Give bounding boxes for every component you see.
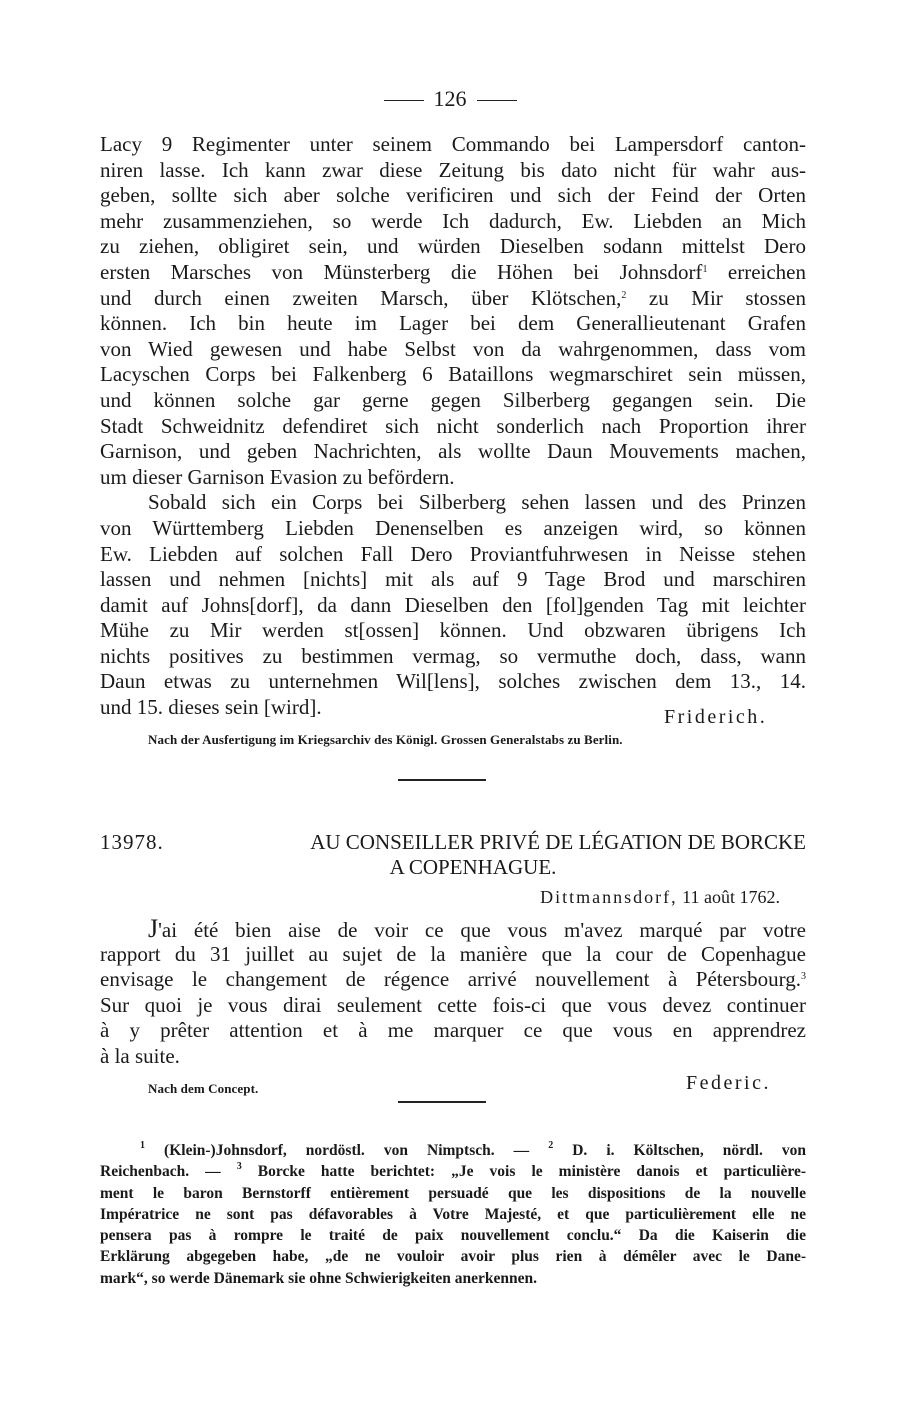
text-line: nichts positives zu bestimmen vermag, so vermuthe doch, dass, wann — [100, 643, 806, 668]
text-line: geben, sollte sich aber solche verificiren und sich der Feind der Orten — [100, 183, 806, 208]
text-line: à y prêter attention et à me marquer ce que vous en apprendrez — [100, 1018, 806, 1043]
text-line — [100, 286, 806, 312]
heading-subtitle: A COPENHAGUE. — [389, 855, 557, 879]
text-line — [100, 260, 806, 286]
text-line: lassen und nehmen [nichts] mit als auf 9 Tage Brod und marschiren — [100, 567, 806, 592]
text-line: Stadt Schweidnitz defendiret sich nicht sonderlich nach Proportion ihrer — [100, 413, 806, 438]
footnote-marker: 2 — [548, 1140, 554, 1151]
text-segment: ersten Marsches von Münsterberg die Höhen bei Johnsdorf — [100, 259, 703, 284]
text-line: und können solche gar gerne gegen Silberberg gegangen sein. Die — [100, 387, 806, 412]
text-line: damit auf Johns[dorf], da dann Dieselben den [fol]genden Tag mit leichter — [100, 592, 806, 617]
text-line: können. Ich bin heute im Lager bei dem Generallieutenant Grafen — [100, 311, 806, 336]
text-line: rapport du 31 juillet au sujet de la manière que la cour de Copenhague — [100, 941, 806, 966]
text-line: Garnison, und geben Nachrichten, als wollte Daun Mouvements machen, — [100, 439, 806, 464]
footnote-line: ment le baron Bernstorff entièrement persuadé que les dispositions de la nouvelle — [100, 1184, 806, 1202]
text-line: niren lasse. Ich kann zwar diese Zeitung bis dato nicht für wahr aus- — [100, 157, 806, 182]
footnote-line: pensera pas à rompre le traité de paix nouvellement conclu.“ Da die Kaiserin die — [100, 1227, 806, 1245]
footnote-ref: 2 — [621, 289, 627, 301]
footnote-text: D. i. Költschen, nördl. von — [553, 1142, 806, 1159]
text-line: à la suite. — [100, 1043, 180, 1068]
footnote-line: Impératrice ne sont pas défavorables à Votre Majesté, et que particulièrement elle ne — [100, 1205, 806, 1223]
text-line: Lacy 9 Regimenter unter seinem Commando bei Lampersdorf canton- — [100, 132, 806, 156]
footnote-line: Erklärung abgegeben habe, „de ne vouloir avoir plus rien à démêler avec le Dane- — [100, 1248, 806, 1266]
text-line: Daun etwas zu unternehmen Wil[lens], solches zwischen dem 13., 14. — [100, 669, 806, 694]
text-line — [100, 967, 806, 993]
text-segment: envisage le changement de régence arrivé nouvellement à Pétersbourg. — [100, 967, 801, 992]
letter-body-1 — [100, 132, 806, 721]
footnote-marker: 1 — [140, 1140, 145, 1151]
footnote-text: Reichenbach. — — [100, 1163, 237, 1181]
page-number-value: 126 — [433, 86, 467, 111]
footnote-marker: 3 — [236, 1161, 242, 1173]
text-segment: zu Mir stossen — [626, 285, 806, 310]
text-line: um dieser Garnison Evasion zu befördern. — [100, 464, 455, 489]
text-line: von Wied gewesen und habe Selbst von da wahrgenommen, dass vom — [100, 336, 806, 361]
text-segment: erreichen — [707, 259, 807, 284]
footnote-divider — [398, 1101, 486, 1103]
source-note-1: Nach der Ausfertigung im Kriegsarchiv des Königl. Grossen Generalstabs zu Berlin. — [148, 732, 623, 747]
text-segment: und durch einen zweiten Marsch, über Klötschen, — [100, 285, 622, 310]
date-day: 11 août 1762. — [677, 887, 780, 907]
footnotes — [100, 1140, 806, 1289]
footnote-line — [100, 1161, 806, 1182]
page-number — [0, 86, 900, 112]
text-line — [100, 916, 806, 942]
text-line: Sur quoi je vous dirai seulement cette fois-ci que vous devez continuer — [100, 992, 806, 1017]
page-number-dash-right — [477, 100, 517, 101]
text-line: und 15. dieses sein [wird]. — [100, 695, 322, 720]
signature-federic: Federic. — [686, 1072, 771, 1094]
date-place: Dittmannsdorf, — [540, 887, 678, 907]
section-divider — [398, 779, 486, 781]
signature-friderich: Friderich. — [664, 706, 768, 728]
text-line: Mühe zu Mir werden st[ossen] können. Und obzwaren übrigens Ich — [100, 618, 806, 643]
text-line: Ew. Liebden auf solchen Fall Dero Proviantfuhrwesen in Neisse stehen — [100, 541, 806, 566]
dropcap: J — [148, 914, 159, 943]
footnote-ref: 1 — [702, 263, 708, 275]
dateline — [540, 887, 780, 908]
heading-line — [100, 830, 806, 855]
letter-heading-2 — [100, 830, 806, 880]
footnote-line: mark“, so werde Dänemark sie ohne Schwierigkeiten anerkennen. — [100, 1269, 537, 1287]
letter-number: 13978. — [100, 830, 164, 854]
text-segment: 'ai été bien aise de voir ce que vous m'avez marqué par votre — [158, 918, 806, 942]
text-line: Lacyschen Corps bei Falkenberg 6 Bataillons wegmarschiret sein müssen, — [100, 362, 806, 387]
source-note-2: Nach dem Concept. — [148, 1081, 259, 1096]
footnote-text: Borcke hatte berichtet: „Je vois le ministère danois et particulière- — [241, 1163, 807, 1181]
footnote-ref: 3 — [801, 971, 806, 983]
page-number-dash-left — [384, 100, 424, 101]
footnote-text: (Klein-)Johnsdorf, nordöstl. von Nimptsch. — — [164, 1142, 549, 1159]
text-line: Sobald sich ein Corps bei Silberberg sehen lassen und des Prinzen — [148, 490, 806, 515]
letter-body-2 — [100, 916, 806, 1070]
text-line: von Württemberg Liebden Denenselben es anzeigen wird, so können — [100, 515, 806, 540]
heading-title: AU CONSEILLER PRIVÉ DE LÉGATION DE BORCKE — [310, 830, 806, 854]
footnote-line — [100, 1140, 806, 1161]
text-line: mehr zusammenziehen, so werde Ich dadurch, Ew. Liebden an Mich — [100, 208, 806, 233]
text-line: zu ziehen, obligiret sein, und würden Dieselben sodann mittelst Dero — [100, 234, 806, 259]
